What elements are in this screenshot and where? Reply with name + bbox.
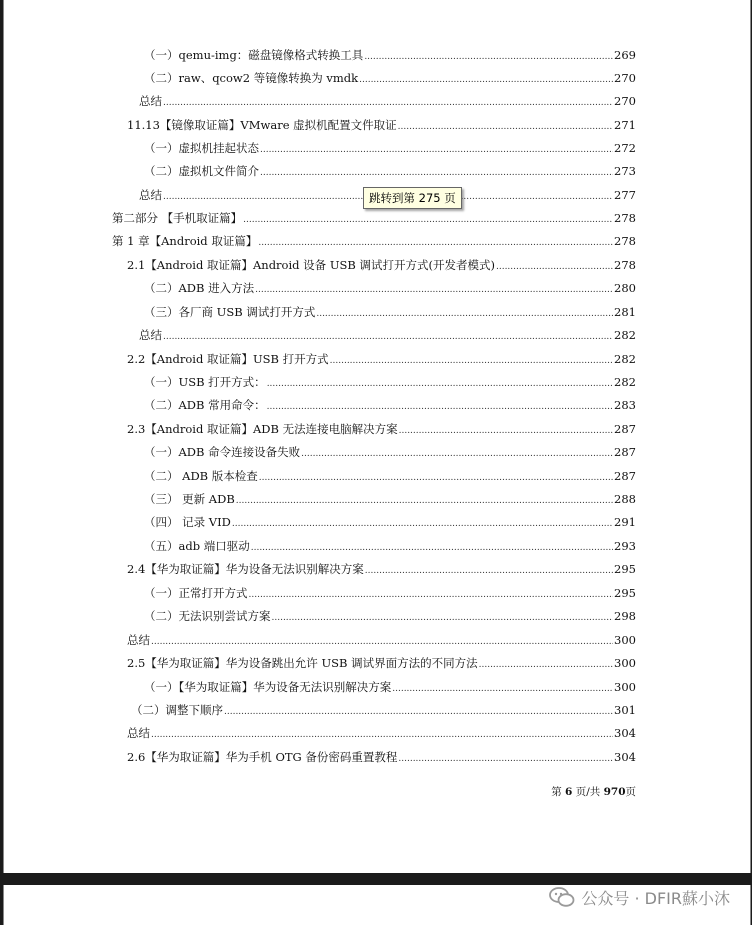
jump-to-page-tooltip: 跳转到第 275 页 — [363, 187, 462, 209]
document-page — [3, 0, 751, 873]
toc-entry[interactable] — [144, 468, 636, 484]
toc-leader-dots — [496, 259, 613, 275]
toc-entry[interactable] — [127, 421, 636, 437]
page-footer: 第 6 页/共 970页 — [551, 786, 636, 798]
toc-entry-page: 278 — [614, 234, 636, 248]
toc-leader-dots — [249, 587, 614, 603]
toc-entry[interactable] — [144, 163, 636, 179]
toc-entry-title: 第 1 章【Android 取证篇】 — [112, 234, 258, 248]
toc-entry-title: （一）虚拟机挂起状态 — [144, 141, 259, 155]
toc-entry[interactable] — [144, 140, 636, 156]
toc-entry-title: （一）ADB 命令连接设备失败 — [144, 445, 301, 459]
toc-entry-page: 278 — [614, 211, 636, 225]
toc-leader-dots — [398, 751, 613, 767]
toc-entry-title: （二）ADB 常用命令： — [144, 398, 266, 412]
toc-entry[interactable] — [127, 257, 636, 273]
toc-entry-title: 2.2【Android 取证篇】USB 打开方式 — [127, 352, 329, 366]
toc-entry-page: 283 — [614, 398, 636, 412]
toc-entry-title: 总结 — [127, 633, 150, 647]
toc-leader-dots — [267, 376, 613, 392]
toc-entry-title: （二）调整下顺序 — [131, 703, 223, 717]
toc-entry[interactable] — [139, 327, 636, 343]
toc-entry-page: 287 — [614, 445, 636, 459]
toc-entry-page: 282 — [614, 352, 636, 366]
toc-entry[interactable] — [131, 702, 636, 718]
toc-entry-page: 270 — [614, 94, 636, 108]
toc-entry-page: 272 — [614, 141, 636, 155]
toc-entry-page: 291 — [614, 515, 636, 529]
toc-leader-dots — [316, 306, 613, 322]
toc-entry-page: 295 — [614, 586, 636, 600]
toc-entry[interactable] — [144, 47, 636, 63]
toc-entry-page: 304 — [614, 726, 636, 740]
toc-entry[interactable] — [144, 608, 636, 624]
toc-entry-page: 300 — [614, 656, 636, 670]
toc-entry[interactable] — [144, 280, 636, 296]
toc-entry[interactable] — [112, 210, 636, 226]
toc-entry-title: 2.5【华为取证篇】华为设备跳出允许 USB 调试界面方法的不同方法 — [127, 656, 478, 670]
toc-leader-dots — [359, 72, 613, 88]
toc-entry-title: （五）adb 端口驱动 — [144, 539, 250, 553]
toc-leader-dots — [260, 142, 613, 158]
toc-leader-dots — [364, 49, 613, 65]
total-pages: 970 — [603, 786, 626, 798]
toc-entry[interactable] — [144, 304, 636, 320]
toc-leader-dots — [163, 95, 613, 111]
toc-entry-page: 300 — [614, 680, 636, 694]
toc-entry-title: 总结 — [139, 188, 162, 202]
toc-leader-dots — [301, 446, 613, 462]
toc-entry[interactable] — [144, 679, 636, 695]
toc-leader-dots — [365, 563, 613, 579]
toc-entry-page: 269 — [614, 48, 636, 62]
toc-leader-dots — [392, 681, 613, 697]
toc-entry-title: （二）ADB 进入方法 — [144, 281, 255, 295]
toc-entry[interactable] — [144, 374, 636, 390]
toc-entry[interactable] — [127, 725, 636, 741]
toc-entry-title: （二）虚拟机文件简介 — [144, 164, 259, 178]
toc-entry-title: 11.13【镜像取证篇】VMware 虚拟机配置文件取证 — [127, 118, 397, 132]
toc-leader-dots — [255, 282, 613, 298]
toc-leader-dots — [232, 516, 613, 532]
toc-entry-title: 2.3【Android 取证篇】ADB 无法连接电脑解决方案 — [127, 422, 398, 436]
toc-entry-title: （一）qemu-img：磁盘镜像格式转换工具 — [144, 48, 364, 62]
toc-entry[interactable] — [144, 444, 636, 460]
toc-leader-dots — [151, 634, 613, 650]
toc-leader-dots — [260, 165, 613, 181]
toc-entry[interactable] — [127, 351, 636, 367]
toc-leader-dots — [272, 610, 614, 626]
toc-leader-dots — [267, 399, 613, 415]
toc-entry[interactable] — [127, 749, 636, 765]
toc-entry[interactable] — [139, 93, 636, 109]
toc-entry-title: 总结 — [139, 328, 162, 342]
toc-entry-page: 282 — [614, 375, 636, 389]
toc-entry-title: （一）【华为取证篇】华为设备无法识别解决方案 — [144, 680, 392, 694]
toc-entry-page: 293 — [614, 539, 636, 553]
toc-entry-page: 271 — [614, 118, 636, 132]
toc-entry-page: 288 — [614, 492, 636, 506]
toc-leader-dots — [330, 353, 613, 369]
toc-leader-dots — [236, 493, 613, 509]
toc-entry-page: 287 — [614, 422, 636, 436]
toc-entry[interactable] — [127, 561, 636, 577]
toc-leader-dots — [259, 470, 613, 486]
toc-leader-dots — [399, 423, 613, 439]
watermark-text: 公众号 · DFIR蘇小沐 — [581, 888, 730, 908]
toc-entry-title: 总结 — [139, 94, 162, 108]
toc-entry-title: （四） 记录 VID — [144, 515, 231, 529]
toc-entry[interactable] — [144, 70, 636, 86]
toc-leader-dots — [163, 329, 613, 345]
toc-entry-page: 273 — [614, 164, 636, 178]
toc-entry-title: （一）正常打开方式 — [144, 586, 248, 600]
toc-entry[interactable] — [144, 538, 636, 554]
toc-entry-title: （二）raw、qcow2 等镜像转换为 vmdk — [144, 71, 359, 85]
toc-entry[interactable] — [127, 117, 636, 133]
toc-entry-title: 2.4【华为取证篇】华为设备无法识别解决方案 — [127, 562, 364, 576]
toc-entry[interactable] — [112, 233, 636, 249]
toc-entry-page: 300 — [614, 633, 636, 647]
toc-entry-title: （三） 更新 ADB — [144, 492, 235, 506]
watermark — [549, 885, 730, 909]
toc-entry-page: 301 — [614, 703, 636, 717]
toc-entry-title: 总结 — [127, 726, 150, 740]
toc-entry-title: （三）各厂商 USB 调试打开方式 — [144, 305, 316, 319]
toc-entry-page: 282 — [614, 328, 636, 342]
toc-entry-page: 287 — [614, 469, 636, 483]
toc-entry-page: 280 — [614, 281, 636, 295]
toc-entry-page: 270 — [614, 71, 636, 85]
toc-entry[interactable] — [144, 397, 636, 413]
toc-entry-page: 295 — [614, 562, 636, 576]
toc-entry-title: 第二部分 【手机取证篇】 — [112, 211, 243, 225]
toc-entry-title: （二）无法识别尝试方案 — [144, 609, 271, 623]
toc-leader-dots — [224, 704, 613, 720]
toc-entry[interactable] — [127, 655, 636, 671]
toc-entry[interactable] — [144, 585, 636, 601]
toc-entry-title: 2.6【华为取证篇】华为手机 OTG 备份密码重置教程 — [127, 750, 398, 764]
toc-entry-page: 304 — [614, 750, 636, 764]
toc-leader-dots — [398, 119, 613, 135]
toc-entry[interactable] — [144, 491, 636, 507]
toc-entry-page: 278 — [614, 258, 636, 272]
toc-leader-dots — [151, 727, 613, 743]
wechat-icon — [549, 887, 575, 907]
toc-entry-title: （一）USB 打开方式： — [144, 375, 266, 389]
toc-entry-page: 277 — [614, 188, 636, 202]
toc-leader-dots — [258, 235, 613, 251]
toc-entry[interactable] — [144, 514, 636, 530]
current-page-number: 6 — [565, 786, 573, 798]
toc-entry-page: 281 — [614, 305, 636, 319]
toc-entry-title: （二） ADB 版本检查 — [144, 469, 258, 483]
toc-entry-title: 2.1【Android 取证篇】Android 设备 USB 调试打开方式(开发者模式) — [127, 258, 495, 272]
toc-leader-dots — [251, 540, 613, 556]
toc-entry[interactable] — [127, 632, 636, 648]
toc-leader-dots — [479, 657, 613, 673]
toc-leader-dots — [243, 212, 613, 228]
toc-entry-page: 298 — [614, 609, 636, 623]
